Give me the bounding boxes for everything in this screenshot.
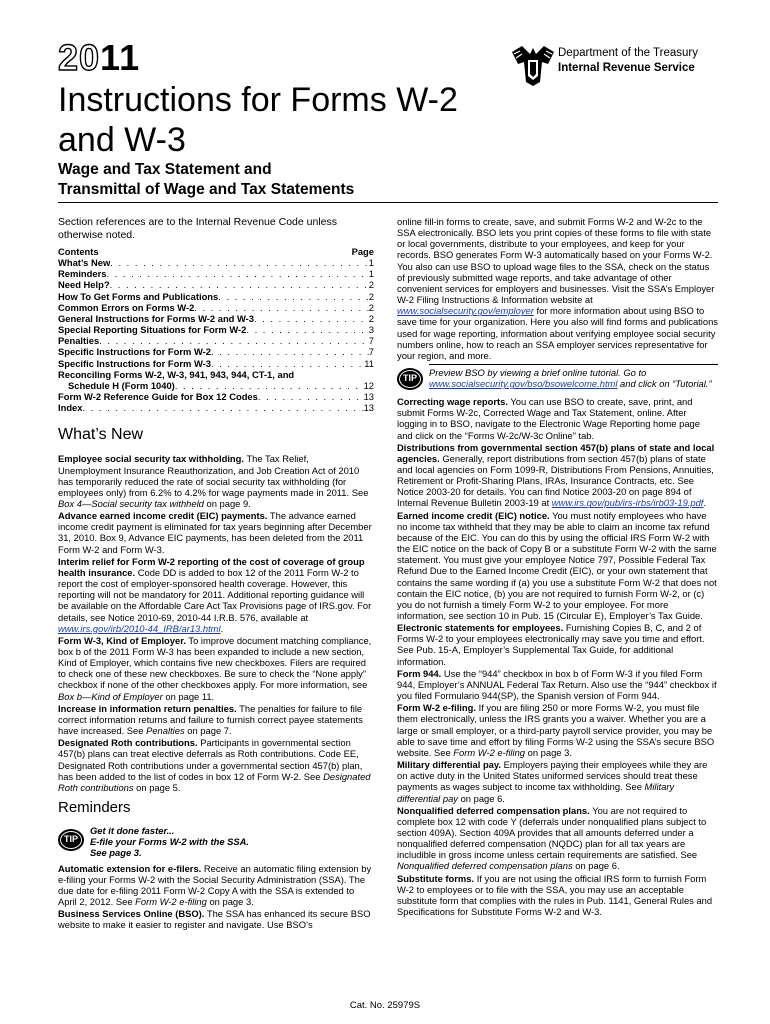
- toc-item-label: Specific Instructions for Form W-3: [58, 357, 211, 369]
- cross-reference: Form W-2 e-filing: [453, 746, 526, 758]
- toc-page-heading: Page: [351, 246, 374, 257]
- paragraph-text: online fill-in forms to create, save, and submit Forms W-2 and W-2c to the SSA electronically. BSO lets you print copies of these forms to file with state or local governments, distribute to your employees, and keep for your records. BSO generates Form W-3 automatically based on your Forms W-2. You also can use BSO to upload wage files to the SSA, check on the status of previously submitted wage reports, and take advantage of other convenient services for employers and businesses. Visit the SSA’s Employer W-2 Filing Instructions & Information website at: [397, 216, 715, 306]
- ssa-employer-link[interactable]: www.socialsecurity.gov/employer: [397, 305, 534, 317]
- paragraph-text: Participants in governmental section 457(b) plans can treat elective deferrals as Roth contributions. Code EE, Designated Roth contributions under a governmental section 457(b) plan, has been added to the list of codes in box 12 of Form W-2. See: [58, 737, 363, 782]
- cross-reference: Military differential pay: [397, 781, 675, 804]
- paragraph-heading: Substitute forms.: [397, 872, 475, 884]
- paragraph-text: Furnishing Copies B, C, and 2 of Forms W-2 to your employees electronically may save you time and effort. See Pub. 15-A, Employer’s Supplemental Tax Guide, for additional information.: [397, 622, 705, 667]
- toc-item[interactable]: [58, 268, 374, 279]
- paragraph-heading: Distributions from governmental section 457(b) plans of state and local agencies.: [397, 441, 715, 464]
- toc-item[interactable]: [58, 324, 374, 335]
- paragraph-heading: Nonqualified deferred compensation plans.: [397, 804, 590, 816]
- toc-item[interactable]: [58, 335, 374, 346]
- toc-item-label: Specific Instructions for Form W-2: [58, 346, 211, 358]
- toc-item[interactable]: [58, 257, 374, 268]
- reminders-heading: Reminders: [58, 799, 131, 817]
- tip-icon: TIP: [58, 829, 84, 851]
- toc-item[interactable]: [58, 391, 374, 402]
- toc-item[interactable]: [58, 302, 374, 313]
- paragraph-text: on page 3.: [525, 746, 572, 758]
- efile-tip: [58, 825, 374, 858]
- toc-item-page: 3: [368, 324, 374, 336]
- page-subtitle: [58, 160, 354, 200]
- paragraph-heading: Electronic statements for employees.: [397, 622, 564, 634]
- whats-new-paragraph: [58, 703, 374, 736]
- paragraph-text: You are not required to complete box 12 with code Y (deferrals under nonqualified plans subject to section 409A). Section 409A provides that all amounts deferred under a nonqualified deferred compensation (NQDC) plan for all tax years are includible in gross income unless certain requirements are satisfied. See: [397, 804, 707, 861]
- toc-item-page: 7: [368, 335, 374, 347]
- toc-item[interactable]: [58, 291, 374, 302]
- tip-body: [429, 364, 718, 389]
- tip-line: E-file your Forms W-2 with the SSA.: [90, 836, 250, 848]
- irs-eagle-seal-icon: [508, 42, 558, 88]
- cross-reference: Penalties: [146, 725, 185, 737]
- tip-icon: TIP: [397, 368, 423, 390]
- toc-item-label: Need Help?: [58, 279, 110, 291]
- page-title: [58, 80, 458, 160]
- paragraph-heading: Designated Roth contributions.: [58, 737, 198, 749]
- toc-heading: Contents: [58, 246, 99, 257]
- tip-rule: [429, 364, 718, 365]
- agency-name: [558, 46, 770, 76]
- paragraph-text: The advance earned income credit payment is eliminated for tax years beginning after December 31, 2010. Box 9, Advance EIC payments, has been deleted from the 2011 Form W-2 and Form W-3.: [58, 510, 372, 555]
- toc-item-label: General Instructions for Forms W-2 and W-3: [58, 312, 255, 324]
- reminder-paragraph: [397, 759, 718, 804]
- paragraph-text: on page 11.: [162, 690, 215, 702]
- tip-line: Get it done faster...: [90, 825, 175, 837]
- whats-new-paragraph: [58, 453, 374, 509]
- cross-reference: Box b—Kind of Employer: [58, 690, 163, 702]
- toc-item-page: 7: [368, 346, 374, 358]
- reminder-paragraph: [397, 396, 718, 441]
- paragraph-heading: Business Services Online (BSO).: [58, 908, 205, 920]
- paragraph-heading: Interim relief for Form W-2 reporting of the cost of coverage of group health insurance.: [58, 555, 365, 578]
- paragraph-text: Employers paying their employees while they are on active duty in the United States uniformed services should treat these payments as wages subject to income tax withholding. See: [397, 759, 708, 793]
- whats-new-heading: What’s New: [58, 426, 144, 444]
- paragraph-text: If you are filing 250 or more Forms W-2, you must file them electronically, unless the IRS grants you a waiver. Whether you are a large or small employer, or a third-party payroll service provider, you may be able to save time and effort by filing Forms W-2 using the SSA’s secure BSO website. See: [397, 702, 715, 758]
- paragraph-text: on page 6.: [457, 792, 505, 804]
- year-prefix: 20: [58, 37, 101, 78]
- tip-text: [90, 825, 249, 858]
- toc-item-page: 1: [368, 268, 374, 280]
- title-line-2: and W-3: [58, 121, 186, 159]
- paragraph-text: Code DD is added to box 12 of the 2011 Form W-2 to report the cost of employer-sponsored health coverage. However, this reporting will not be mandatory for 2011. Additional reporting guidance will be available on the Affordable Care Act Tax Provisions page of IRS.gov. For details, see Notice 2010-69, 2010-44 I.R.B. 576, available at: [58, 566, 372, 623]
- toc-item-label: Index: [58, 402, 83, 414]
- toc-item-page: 13: [363, 402, 374, 414]
- toc-item-label: Reminders: [58, 268, 107, 280]
- paragraph-text: The SSA has enhanced its secure BSO website to make it easier to register and navigate. Use BSO’s: [58, 908, 371, 931]
- paragraph-text: Generally, report distributions from section 457(b) plans of state and local agencies on Form 1099-R, Distributions From Pensions, Annuities, Retirement or Profit-Sharing Plans, IRAs, Insurance Contracts, etc. See Notice 2003-20 for details. You can find Notice 2003-20 on page 894 of Internal Revenue Bulletin 2003-19 at: [397, 452, 714, 509]
- paragraph-text: The penalties for failure to file correct information returns and failure to furnish correct payee statements have increased. See: [58, 702, 363, 737]
- toc-item-page: 12: [363, 379, 374, 391]
- paragraph-heading: Form 944.: [397, 667, 442, 679]
- whats-new-paragraph: [58, 556, 374, 634]
- paragraph-heading: Military differential pay.: [397, 759, 502, 771]
- reminder-paragraph: [397, 442, 718, 509]
- toc-item-label: Reconciling Forms W-2, W-3, 941, 943, 944, CT-1, and: [58, 368, 295, 380]
- toc-item-label: Schedule H (Form 1040): [68, 379, 175, 391]
- left-column: [58, 216, 374, 931]
- paragraph-heading: Automatic extension for e-filers.: [58, 862, 202, 874]
- reminder-paragraph: [397, 668, 718, 701]
- reminder-paragraph: [58, 908, 374, 930]
- bso-paragraph: [397, 216, 718, 361]
- tip-text: [429, 367, 718, 389]
- cross-reference: Designated Roth contributions: [58, 770, 371, 793]
- tip-line: and click on “Tutorial.”: [617, 378, 712, 390]
- paragraph-text: .: [703, 497, 707, 509]
- whats-new-paragraph: [58, 510, 374, 555]
- toc-item-label: Penalties: [58, 335, 100, 347]
- toc-item[interactable]: [58, 358, 374, 369]
- toc-item-page: 1: [368, 257, 374, 269]
- toc-item-page: 2: [368, 290, 374, 302]
- toc-item-page: 2: [368, 279, 374, 291]
- intro-text: Section references are to the Internal Revenue Code unless otherwise noted.: [58, 216, 338, 241]
- toc-item[interactable]: [58, 402, 374, 413]
- toc-item-label: Common Errors on Forms W-2: [58, 301, 195, 313]
- cross-reference: Form W-2 e-filing: [135, 895, 207, 907]
- paragraph-text: on page 9.: [203, 497, 251, 509]
- paragraph-text: Use the “944” checkbox in box b of Form W-3 if you filed Form 944, Employer’s ANNUAL Federal Tax Return. Also use the “944” checkbox if you filed Formulario 944(SP), the Spanish version of Form 944.: [397, 667, 717, 702]
- paragraph-text: for more information about using BSO to save time for your organization. Here you also will find forms and publications used for wage reporting, information about verifying employee social security numbers online, how to reach an SSA employer services representative for your region, and more.: [397, 305, 718, 361]
- paragraph-text: Receive an automatic filing extension by e-filing your Forms W-2 with the Social Security Administration (SSA). The due date for e-filing 2011 Form W-2 Copy A with the SSA is extended to April 2, 2012. See: [58, 862, 372, 907]
- reminder-paragraph: [58, 863, 374, 908]
- paragraph-text: on page 6.: [572, 860, 620, 872]
- bso-tutorial-tip: [397, 364, 718, 390]
- paragraph-heading: Earned income credit (EIC) notice.: [397, 509, 550, 521]
- reminder-paragraph: [397, 873, 718, 918]
- cross-reference: Nonqualified deferred compensation plans: [397, 860, 573, 872]
- paragraph-heading: Employee social security tax withholding.: [58, 453, 244, 465]
- paragraph-text: You must notify employees who have no income tax withheld that they may be able to claim an income tax refund because of the EIC. You can do this by using the official IRS Form W-2 with the EIC notice on the back of Copy B or a substitute Form W-2 with the same statement. You must give your employee Notice 797, Possible Federal Tax Refund Due to the Earned Income Credit (EIC), or your own statement that contains the same wording if (a) you use a substitute Form W-2 that does not contain the EIC notice, (b) you are not required to furnish Form W-2, or (c) you do not furnish a timely Form W-2 to your employee. For more information, see section 10 in Pub. 15 (Circular E), Employer’s Tax Guide.: [397, 509, 717, 621]
- toc-header: [58, 246, 374, 257]
- toc-item-label: How To Get Forms and Publications: [58, 290, 219, 302]
- toc-item-label: What’s New: [58, 257, 111, 269]
- paragraph-heading: Form W-3, Kind of Employer.: [58, 634, 186, 646]
- toc-item-label: Special Reporting Situations for Form W-2: [58, 324, 247, 336]
- year-suffix: 11: [100, 37, 141, 78]
- toc-item-page: 2: [368, 312, 374, 324]
- bso-tutorial-link[interactable]: www.socialsecurity.gov/bso/bsowelcome.html: [429, 378, 618, 390]
- cross-reference: Box 4—Social security tax withheld: [58, 497, 204, 509]
- toc-item-page: 2: [368, 301, 374, 313]
- reminder-paragraph: [397, 805, 718, 872]
- irb-link[interactable]: www.irs.gov/irb/2010-44_IRB/ar13.html: [58, 622, 221, 634]
- toc-item-page: 13: [363, 391, 374, 403]
- paragraph-text: on page 5.: [133, 781, 181, 793]
- irb-pdf-link[interactable]: www.irs.gov/pub/irs-irbs/irb03-19.pdf: [551, 497, 704, 509]
- toc-item[interactable]: [58, 380, 374, 391]
- table-of-contents: [58, 246, 374, 413]
- reminder-paragraph: [397, 510, 718, 622]
- paragraph-text: on page 3.: [206, 895, 254, 907]
- paragraph-text: To improve document matching compliance, box b of the 2011 Form W-3 has been expanded to include a new section, Kind of Employer, which contains five new checkboxes. Filers are required to check one of these new checkboxes. Be sure to check the “None apply” checkbox if none of the other checkboxes apply. For more information, see: [58, 634, 372, 691]
- paragraph-heading: Increase in information return penalties.: [58, 702, 237, 714]
- paragraph-text: .: [220, 622, 224, 634]
- paragraph-heading: Advance earned income credit (EIC) payments.: [58, 510, 268, 522]
- right-column: [397, 216, 718, 918]
- paragraph-text: If you are not using the official IRS form to furnish Form W-2 to employees or to file with the SSA, you may use an acceptable substitute form that complies with the rules in Pub. 1141, General Rules and Specifications for Substitute Forms W-2 and W-3.: [397, 872, 713, 918]
- subtitle-line-2: Transmittal of Wage and Tax Statements: [58, 181, 355, 198]
- paragraph-text: You can use BSO to create, save, print, and submit Forms W-2c, Corrected Wage and Tax Statement, online. After logging in to BSO, navigate to the Electronic Wage Reporting home page and click on the “Forms W-2c/W-3c Online” tab.: [397, 396, 700, 441]
- agency-line-1: Department of the Treasury: [558, 47, 698, 59]
- whats-new-paragraph: [58, 635, 374, 702]
- header-divider: [58, 202, 718, 203]
- subtitle-line-1: Wage and Tax Statement and: [58, 161, 272, 178]
- tip-line: Preview BSO by viewing a brief online tutorial. Go to: [429, 367, 647, 379]
- reminder-paragraph: [397, 622, 718, 667]
- toc-item[interactable]: [58, 313, 374, 324]
- toc-item[interactable]: [58, 346, 374, 357]
- title-line-1: Instructions for Forms W-2: [58, 81, 458, 119]
- agency-line-2: Internal Revenue Service: [558, 62, 695, 74]
- whats-new-paragraph: [58, 737, 374, 793]
- toc-item-page: 11: [364, 357, 374, 369]
- paragraph-heading: Correcting wage reports.: [397, 396, 508, 408]
- paragraph-text: The Tax Relief, Unemployment Insurance Reauthorization, and Job Creation Act of 2010 has temporarily reduced the rate of social security tax withholding (for employees only) from 6.2% to 4.2% for wage payments made in 2011. See: [58, 453, 369, 498]
- form-year: [58, 37, 141, 78]
- catalog-number: Cat. No. 25979S: [349, 1000, 421, 1011]
- paragraph-text: on page 7.: [184, 725, 232, 737]
- paragraph-heading: Form W-2 e-filing.: [397, 702, 476, 714]
- reminder-paragraph: [397, 702, 718, 758]
- toc-item[interactable]: [58, 279, 374, 290]
- tip-line: See page 3.: [90, 847, 142, 859]
- toc-item[interactable]: [58, 369, 374, 380]
- toc-item-label: Form W-2 Reference Guide for Box 12 Codes: [58, 391, 258, 403]
